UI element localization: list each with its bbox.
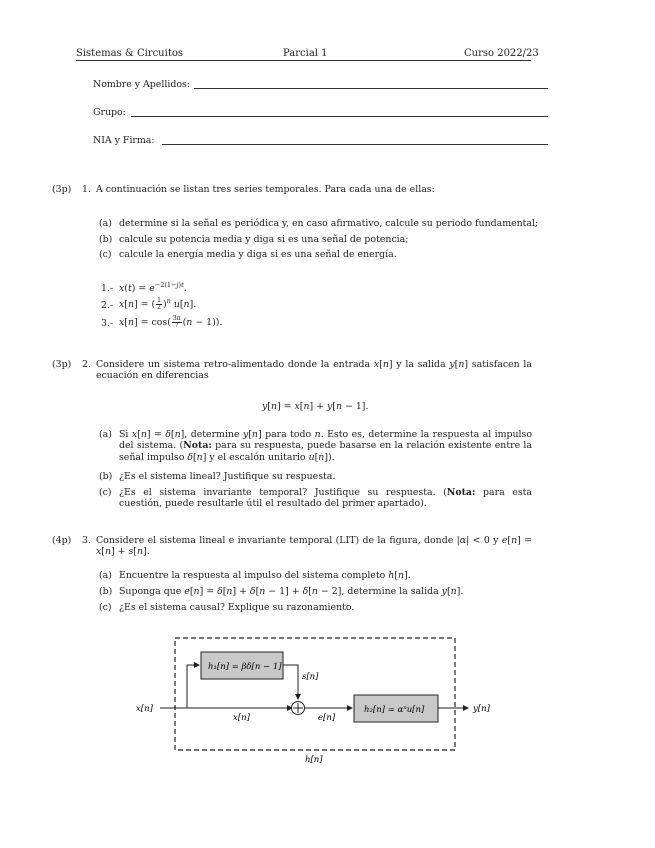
q2-c-text: ¿Es el sistema invariante temporal? Justifique su respuesta. (Nota: para esta cuestión, puede resultarle útil el resultado del primer apartado).: [119, 487, 532, 510]
q1-eq2-label: 2.-: [101, 300, 114, 311]
q3-c-label: (c): [99, 602, 112, 613]
q1-eq1-label: 1.-: [101, 283, 114, 294]
q2-a-text: Si x[n] = δ[n], determine y[n] para todo n. Esto es, determine la respuesta al impulso del sistema. (Nota: para su respuesta, puede basarse en la relación existente entre la señal impulso δ[n] y el escalón unitario u[n]).: [119, 429, 533, 463]
header-exam: Parcial 1: [283, 48, 328, 59]
q2-difference-equation: y[n] = x[n] + y[n − 1].: [262, 401, 369, 412]
q1-eq3: x[n] = cos( $\frac{3\pi}{7}$ (n − 1)).: [119, 315, 223, 329]
q1-item-c-label: (c): [99, 249, 112, 260]
q1-eq2: x[n] = ( $\frac{1}{2}$ )$^n$ u[n].: [119, 296, 197, 311]
e-label: e[n]: [318, 713, 336, 723]
q2-b-text: ¿Es el sistema lineal? Justifique su respuesta.: [119, 471, 336, 482]
output-label: y[n]: [473, 704, 490, 714]
block-h2-label: h₂[n] = αⁿu[n]: [364, 705, 425, 715]
q1-item-b-text: calcule su potencia media y diga si es una señal de potencia;: [119, 234, 409, 245]
s-label: s[n]: [302, 672, 319, 682]
q1-item-a-label: (a): [99, 218, 112, 229]
q3-a-label: (a): [99, 570, 112, 581]
q1-points: (3p): [52, 184, 72, 195]
q1-item-a-text: determine si la señal es periódica y, en caso afirmativo, calcule su periodo fundamental;: [119, 218, 539, 229]
q3-b-text: Suponga que e[n] = δ[n] + δ[n − 1] + δ[n − 2], determine la salida y[n].: [119, 586, 464, 597]
name-label: Nombre y Apellidos:: [93, 79, 190, 90]
block-h1-label: h₁[n] = βδ[n − 1]: [208, 662, 282, 672]
q3-points: (4p): [52, 535, 72, 546]
q2-points: (3p): [52, 359, 72, 370]
q3-number: 3.: [82, 535, 91, 546]
q1-eq1: $x(t) = e^{-2(1-j)t}$.: [119, 280, 187, 294]
q3-c-text: ¿Es el sistema causal? Explique su razonamiento.: [119, 602, 355, 613]
q3-b-label: (b): [99, 586, 113, 597]
branch-line: [187, 665, 199, 708]
q2-number: 2.: [82, 359, 91, 370]
q1-item-c-text: calcule la energía media y diga si es una señal de energía.: [119, 249, 397, 260]
header-course: Sistemas & Circuitos: [76, 48, 183, 59]
q1-item-b-label: (b): [99, 234, 113, 245]
mid-x-label: x[n]: [233, 713, 250, 723]
q2-b-label: (b): [99, 471, 113, 482]
header-year: Curso 2022/23: [464, 48, 539, 59]
q1-eq3-label: 3.-: [101, 318, 114, 329]
q2-a-label: (a): [99, 429, 112, 440]
q2-c-label: (c): [99, 487, 112, 498]
q1-number: 1.: [82, 184, 91, 195]
h-label: h[n]: [305, 755, 323, 765]
input-label: x[n]: [136, 704, 153, 714]
nia-label: NIA y Firma:: [93, 135, 155, 146]
q1-intro: A continuación se listan tres series temporales. Para cada una de ellas:: [96, 184, 435, 195]
group-label: Grupo:: [93, 107, 126, 118]
q3-intro: Considere el sistema lineal e invariante temporal (LIT) de la figura, donde |α| < 0 y e[n] = x[n] + s[n].: [96, 535, 532, 558]
feedback-line: [283, 665, 298, 699]
q3-a-text: Encuentre la respuesta al impulso del sistema completo h[n].: [119, 570, 411, 581]
q2-intro: Considere un sistema retro-alimentado donde la entrada x[n] y la salida y[n] satisfacen la ecuación en diferencias: [96, 359, 532, 382]
